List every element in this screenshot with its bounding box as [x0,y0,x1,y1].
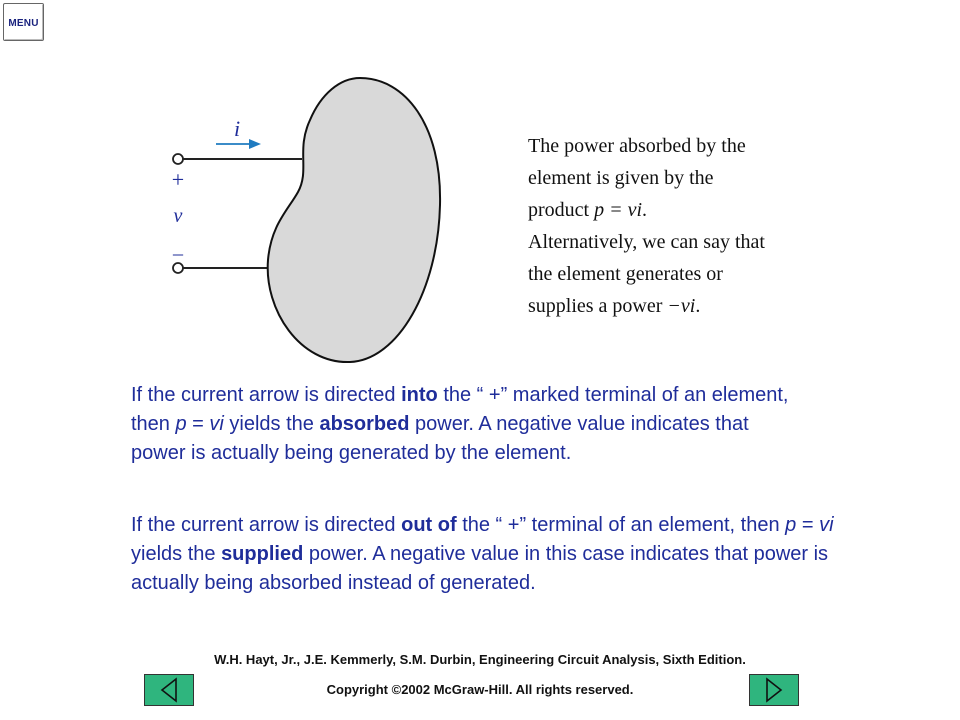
caption-line: the element generates or [528,263,723,285]
emphasis: supplied [221,543,304,565]
figure-caption [528,130,828,322]
element-shape [268,78,440,362]
absorbed-power-paragraph [131,381,801,468]
current-label: i [234,116,241,141]
next-slide-button[interactable] [749,674,799,706]
left-triangle-icon [145,675,193,705]
copyright: Copyright ©2002 McGraw-Hill. All rights reserved. [326,682,634,697]
emphasis: absorbed [319,413,410,435]
caption-equation: −vi [667,295,696,317]
caption-text: supplies a power [528,295,668,317]
caption-equation: p = vi [594,199,643,221]
current-arrow-head [249,139,261,149]
citation: W.H. Hayt, Jr., J.E. Kemmerly, S.M. Durbin, Engineering Circuit Analysis, Sixth Edition. [214,652,746,667]
supplied-power-paragraph [131,511,871,598]
bottom-terminal [173,263,183,273]
menu-button[interactable] [3,3,44,41]
variable: p [175,413,187,435]
menu-label: MENU [8,18,39,29]
text: the “ +” marked terminal of an element, then [131,384,789,435]
text: = [186,413,210,435]
text: yields the [131,543,222,565]
caption-text: product [528,199,595,221]
voltage-label: v [173,205,183,227]
caption-line [528,290,828,322]
caption-line: The power absorbed by the [528,135,746,157]
variable: p [785,514,797,536]
text: yields the [223,413,320,435]
caption-punct: . [642,199,648,221]
variable: vi [819,514,834,536]
caption-line: element is given by the [528,167,714,189]
text: the “ +” terminal of an element, then [456,514,786,536]
caption-line [528,194,828,226]
emphasis: out of [401,514,457,536]
text: If the current arrow is directed [131,384,402,406]
emphasis: into [401,384,438,406]
caption-punct: . [695,295,701,317]
text: power. A negative value indicates that power is actually being generated by the element. [131,413,749,464]
variable: vi [209,413,224,435]
text: If the current arrow is directed [131,514,402,536]
text: power. A negative value in this case indicates that power is actually being absorbed instead of generated. [131,543,829,594]
caption-line: Alternatively, we can say that [528,231,765,253]
top-terminal [173,154,183,164]
previous-slide-button[interactable] [144,674,194,706]
circuit-element-figure [160,70,450,370]
plus-label: + [171,167,185,192]
right-triangle-icon [750,675,798,705]
text: = [796,514,820,536]
minus-label: _ [173,236,183,258]
